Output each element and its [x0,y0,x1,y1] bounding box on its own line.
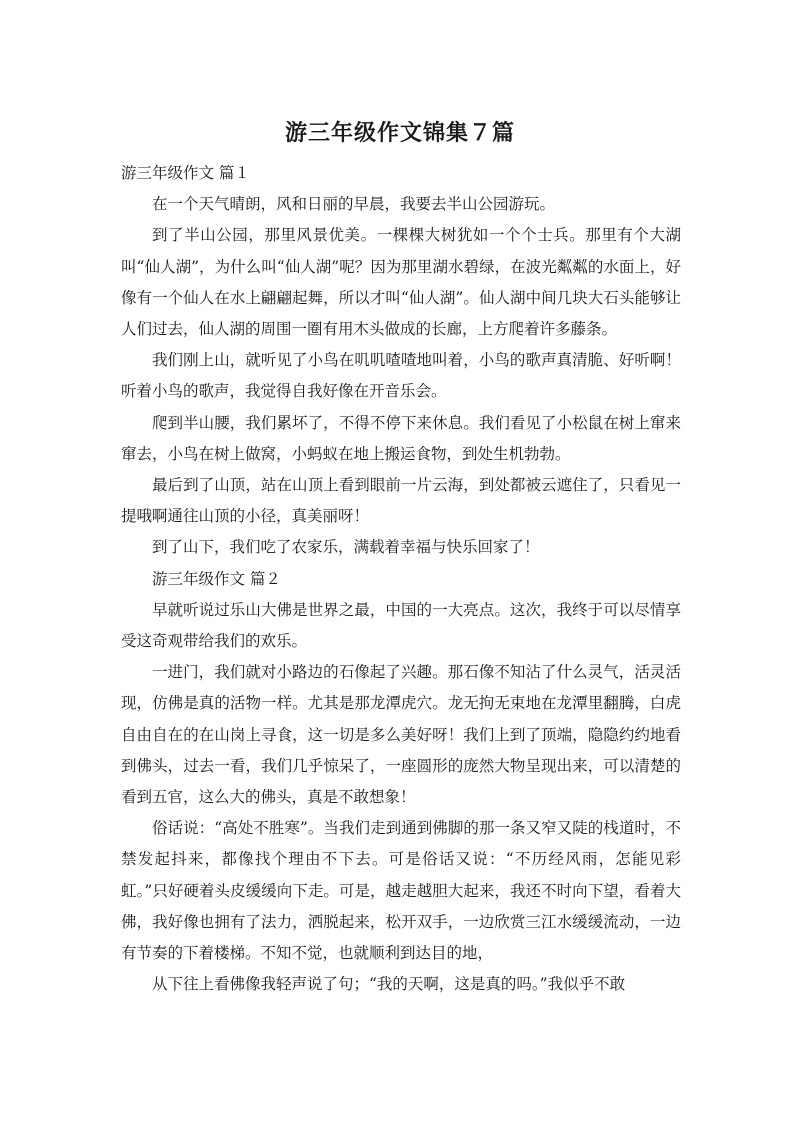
paragraph: 到了半山公园，那里风景优美。一棵棵大树犹如一个个士兵。那里有个大湖叫“仙人湖”，为什么叫“仙人湖”呢？因为那里湖水碧绿，在波光粼粼的水面上，好像有一个仙人在水上翩翩起舞，所以才叫“仙人湖”。仙人湖中间几块大石头能够让人们过去，仙人湖的周围一圈有用木头做成的长廊，上方爬着许多藤条。 [121,226,681,339]
paragraph: 俗话说：“高处不胜寒”。当我们走到通到佛脚的那一条又窄又陡的栈道时，不禁发起抖来，都像找个理由不下去。可是俗话又说：“不历经风雨，怎能见彩虹。”只好硬着头皮缓缓向下走。可是，越走越胆大起来，我还不时向下望，看着大佛，我好像也拥有了法力，洒脱起来，松开双手，一边欣赏三江水缓缓流动，一边有节奏的下着楼梯。不知不觉，也就顺利到达目的地， [121,819,681,963]
paragraph: 我们刚上山，就听见了小鸟在叽叽喳喳地叫着，小鸟的歌声真清脆、好听啊！听着小鸟的歌声，我觉得自我好像在开音乐会。 [121,351,681,401]
paragraph: 在一个天气晴朗，风和日丽的早晨，我要去半山公园游玩。 [152,195,556,214]
section-heading-2: 游三年级作文 篇２ [152,569,281,588]
paragraph: 早就听说过乐山大佛是世界之最，中国的一大亮点。这次，我终于可以尽情享受这奇观带给我们的欢乐。 [121,600,681,651]
paragraph: 到了山下，我们吃了农家乐，满载着幸福与快乐回家了！ [152,538,540,557]
paragraph: 从下往上看佛像我轻声说了句；“我的天啊，这是真的吗。”我似乎不敢 [152,975,626,994]
page-title: 游三年级作文锦集７篇 [284,121,515,146]
paragraph: 最后到了山顶，站在山顶上看到眼前一片云海，到处都被云遮住了，只看见一提哦啊通往山顶的小径，真美丽呀！ [121,476,681,526]
paragraph: 一进门，我们就对小路边的石像起了兴趣。那石像不知沾了什么灵气，活灵活现，仿佛是真的活物一样。尤其是那龙潭虎穴。龙无拘无束地在龙潭里翻腾，白虎自由自在的在山岗上寻食，这一切是多么美好呀！我们上到了顶端，隐隐约约地看到佛头，过去一看，我们几乎惊呆了，一座圆形的庞然大物呈现出来，可以清楚的看到五官，这么大的佛头，真是不敢想象！ [121,663,681,807]
paragraph: 爬到半山腰，我们累坏了，不得不停下来休息。我们看见了小松鼠在树上窜来窜去，小鸟在树上做窝，小蚂蚁在地上搬运食物，到处生机勃勃。 [121,413,681,463]
section-heading-1: 游三年级作文 篇１ [121,164,250,182]
document-body [121,158,681,1000]
